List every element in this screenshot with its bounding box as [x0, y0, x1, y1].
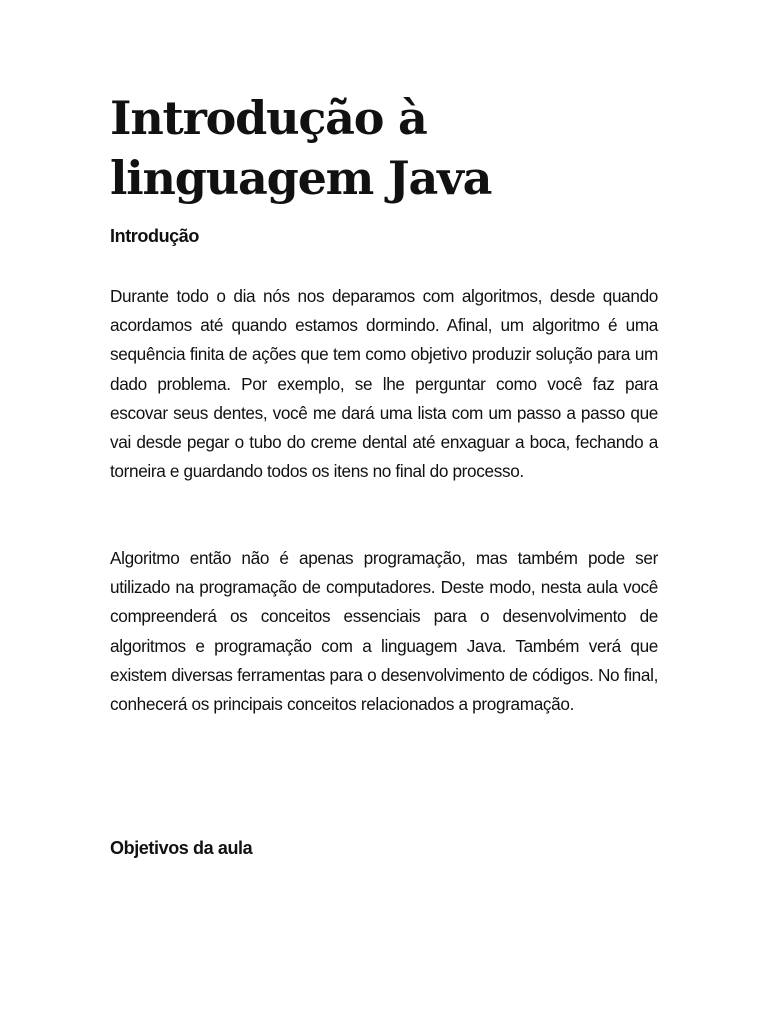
- paragraph-algoritmos-cotidiano: Durante todo o dia nós nos deparamos com algoritmos, desde quando acordamos até quando estamos dormindo. Afinal, um algoritmo é uma sequência finita de ações que tem como objetivo produzir solução para um dado problema. Por exemplo, se lhe perguntar como você faz para escovar seus dentes, você me dará uma lista com um passo a passo que vai desde pegar o tubo do creme dental até enxaguar a boca, fechando a torneira e guardando todos os itens no final do processo.: [110, 286, 658, 482]
- paragraph-algoritmo-programacao: Algoritmo então não é apenas programação, mas também pode ser utilizado na programação de computadores. Deste modo, nesta aula você compreenderá os conceitos essenciais para o desenvolvimento de algoritmos e programação com a linguagem Java. Também verá que existem diversas ferramentas para o desenvolvimento de códigos. No final, conhecerá os principais conceitos relacionados a programação.: [110, 548, 658, 715]
- section-heading-objetivos: Objetivos da aula: [110, 838, 253, 858]
- section-heading-introducao: Introdução: [110, 226, 199, 246]
- document-title: Introdução à linguagem Java: [110, 91, 492, 205]
